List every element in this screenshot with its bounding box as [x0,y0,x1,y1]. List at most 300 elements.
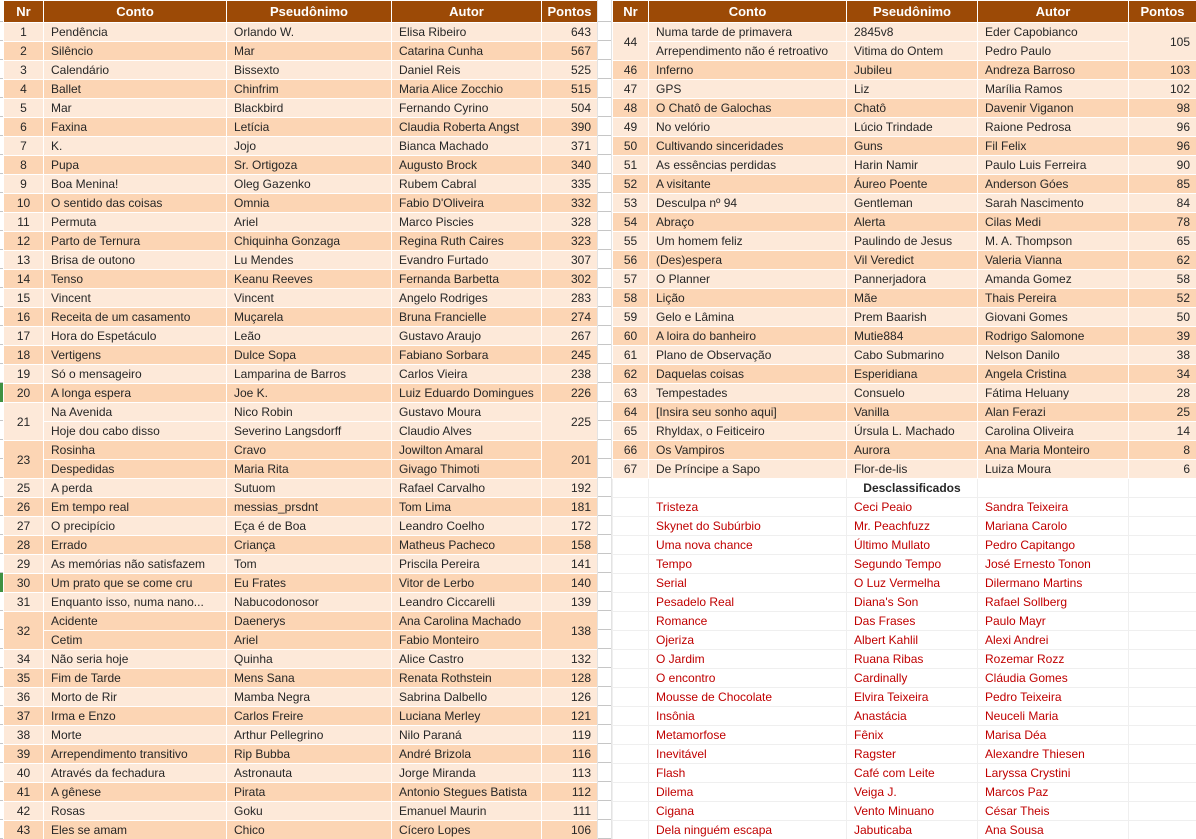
pseudonimo-cell[interactable]: Severino Langsdorff [227,422,392,441]
autor-cell[interactable]: Carolina Oliveira [978,422,1129,441]
pontos-cell[interactable]: 90 [1129,156,1196,175]
autor-cell[interactable]: José Ernesto Tonon [978,555,1129,574]
nr-cell[interactable]: 12 [4,232,44,251]
pontos-cell[interactable]: 85 [1129,175,1196,194]
pontos-cell[interactable]: 62 [1129,251,1196,270]
pseudonimo-cell[interactable]: Vil Veredict [847,251,978,270]
conto-cell[interactable]: Arrependimento não é retroativo [649,42,847,61]
conto-cell[interactable]: K. [44,137,227,156]
autor-cell[interactable]: Alice Castro [392,650,542,669]
pontos-cell[interactable]: 323 [542,232,598,251]
autor-cell[interactable]: Thais Pereira [978,289,1129,308]
pontos-cell[interactable]: 307 [542,251,598,270]
nr-cell[interactable] [613,821,649,839]
autor-cell[interactable]: Ana Maria Monteiro [978,441,1129,460]
autor-cell[interactable]: Gustavo Moura [392,403,542,422]
conto-cell[interactable]: O precipício [44,517,227,536]
pseudonimo-cell[interactable]: Mutie884 [847,327,978,346]
autor-cell[interactable]: Eder Capobianco [978,23,1129,42]
pseudonimo-cell[interactable]: Aurora [847,441,978,460]
pontos-cell[interactable] [1129,612,1196,631]
autor-cell[interactable]: Alexandre Thiesen [978,745,1129,764]
pseudonimo-cell[interactable]: Fênix [847,726,978,745]
pseudonimo-cell[interactable]: Mamba Negra [227,688,392,707]
pseudonimo-cell[interactable]: Jojo [227,137,392,156]
pontos-cell[interactable] [1129,574,1196,593]
pseudonimo-cell[interactable]: Ruana Ribas [847,650,978,669]
pseudonimo-cell[interactable]: Daenerys [227,612,392,631]
pseudonimo-cell[interactable]: Bissexto [227,61,392,80]
nr-cell[interactable] [613,745,649,764]
pontos-cell[interactable] [1129,517,1196,536]
conto-cell[interactable]: Vincent [44,289,227,308]
autor-cell[interactable]: Luciana Merley [392,707,542,726]
nr-cell[interactable]: 8 [4,156,44,175]
pseudonimo-cell[interactable]: Úrsula L. Machado [847,422,978,441]
autor-cell[interactable]: Maria Alice Zocchio [392,80,542,99]
pontos-cell[interactable] [1129,555,1196,574]
autor-cell[interactable]: Fabiano Sorbara [392,346,542,365]
pontos-cell[interactable]: 106 [542,821,598,839]
autor-cell[interactable]: Marília Ramos [978,80,1129,99]
autor-cell[interactable]: Fernando Cyrino [392,99,542,118]
pseudonimo-cell[interactable]: Chinfrim [227,80,392,99]
pseudonimo-cell[interactable]: messias_prsdnt [227,498,392,517]
conto-cell[interactable]: Só o mensageiro [44,365,227,384]
autor-cell[interactable]: Ana Carolina Machado [392,612,542,631]
nr-cell[interactable]: 28 [4,536,44,555]
pontos-cell[interactable]: 52 [1129,289,1196,308]
conto-cell[interactable]: De Príncipe a Sapo [649,460,847,479]
conto-cell[interactable]: Serial [649,574,847,593]
autor-cell[interactable]: Nelson Danilo [978,346,1129,365]
pseudonimo-cell[interactable]: Segundo Tempo [847,555,978,574]
pontos-cell[interactable]: 140 [542,574,598,593]
nr-cell[interactable]: 55 [613,232,649,251]
pontos-cell[interactable] [1129,764,1196,783]
pontos-cell[interactable]: 96 [1129,118,1196,137]
conto-cell[interactable]: Dilema [649,783,847,802]
conto-cell[interactable]: Rosinha [44,441,227,460]
autor-cell[interactable]: Neuceli Maria [978,707,1129,726]
nr-cell[interactable]: 56 [613,251,649,270]
autor-cell[interactable]: Sarah Nascimento [978,194,1129,213]
nr-cell[interactable]: 29 [4,555,44,574]
conto-cell[interactable]: Rosas [44,802,227,821]
nr-cell[interactable]: 27 [4,517,44,536]
pontos-cell[interactable]: 28 [1129,384,1196,403]
pontos-cell[interactable]: 84 [1129,194,1196,213]
conto-cell[interactable]: Vertigens [44,346,227,365]
autor-cell[interactable]: Rubem Cabral [392,175,542,194]
pontos-cell[interactable]: 34 [1129,365,1196,384]
pontos-cell[interactable] [1129,479,1196,498]
conto-cell[interactable]: As memórias não satisfazem [44,555,227,574]
autor-cell[interactable]: Emanuel Maurin [392,802,542,821]
conto-cell[interactable]: Romance [649,612,847,631]
pontos-cell[interactable]: 132 [542,650,598,669]
pontos-cell[interactable]: 515 [542,80,598,99]
pseudonimo-cell[interactable]: Pannerjadora [847,270,978,289]
pontos-cell[interactable]: 643 [542,23,598,42]
nr-cell[interactable]: 43 [4,821,44,839]
conto-cell[interactable]: Desculpa nº 94 [649,194,847,213]
autor-cell[interactable]: Fabio Monteiro [392,631,542,650]
autor-cell[interactable]: Vitor de Lerbo [392,574,542,593]
conto-cell[interactable]: Calendário [44,61,227,80]
autor-cell[interactable]: Cícero Lopes [392,821,542,839]
autor-cell[interactable]: Cláudia Gomes [978,669,1129,688]
conto-cell[interactable]: A visitante [649,175,847,194]
autor-cell[interactable]: Marcos Paz [978,783,1129,802]
pseudonimo-cell[interactable]: Ariel [227,631,392,650]
nr-cell[interactable]: 63 [613,384,649,403]
pseudonimo-cell[interactable]: Cabo Submarino [847,346,978,365]
conto-cell[interactable]: Tristeza [649,498,847,517]
pontos-cell[interactable]: 112 [542,783,598,802]
conto-cell[interactable]: Metamorfose [649,726,847,745]
disqualified-title[interactable]: Desclassificados [847,479,978,498]
autor-cell[interactable]: Sabrina Dalbello [392,688,542,707]
pseudonimo-cell[interactable]: Ceci Peaio [847,498,978,517]
pontos-cell[interactable] [1129,498,1196,517]
pseudonimo-cell[interactable]: Chatô [847,99,978,118]
nr-cell[interactable]: 41 [4,783,44,802]
nr-cell[interactable]: 11 [4,213,44,232]
nr-cell[interactable]: 32 [4,612,44,650]
autor-cell[interactable]: Giovani Gomes [978,308,1129,327]
conto-cell[interactable]: A perda [44,479,227,498]
conto-cell[interactable]: Não seria hoje [44,650,227,669]
conto-cell[interactable]: Tempestades [649,384,847,403]
conto-cell[interactable]: Cetim [44,631,227,650]
autor-cell[interactable]: Angela Cristina [978,365,1129,384]
autor-cell[interactable]: Bianca Machado [392,137,542,156]
autor-cell[interactable]: Augusto Brock [392,156,542,175]
pseudonimo-cell[interactable]: Rip Bubba [227,745,392,764]
nr-cell[interactable] [613,536,649,555]
pseudonimo-cell[interactable]: Prem Baarish [847,308,978,327]
conto-cell[interactable]: Arrependimento transitivo [44,745,227,764]
pseudonimo-cell[interactable]: Vincent [227,289,392,308]
autor-cell[interactable]: Fil Felix [978,137,1129,156]
nr-cell[interactable]: 51 [613,156,649,175]
nr-cell[interactable] [613,555,649,574]
pontos-cell[interactable] [1129,536,1196,555]
pseudonimo-cell[interactable]: Veiga J. [847,783,978,802]
conto-cell[interactable] [649,479,847,498]
nr-cell[interactable]: 35 [4,669,44,688]
nr-cell[interactable]: 54 [613,213,649,232]
conto-cell[interactable]: Morte [44,726,227,745]
pseudonimo-cell[interactable]: Orlando W. [227,23,392,42]
pontos-cell[interactable]: 245 [542,346,598,365]
pontos-cell[interactable]: 25 [1129,403,1196,422]
pseudonimo-cell[interactable]: Mr. Peachfuzz [847,517,978,536]
pontos-cell[interactable] [1129,650,1196,669]
autor-cell[interactable]: André Brizola [392,745,542,764]
nr-cell[interactable]: 7 [4,137,44,156]
nr-cell[interactable]: 38 [4,726,44,745]
autor-cell[interactable]: M. A. Thompson [978,232,1129,251]
pseudonimo-cell[interactable]: Guns [847,137,978,156]
nr-cell[interactable] [613,688,649,707]
column-header-conto[interactable]: Conto [649,1,847,23]
pseudonimo-cell[interactable]: Astronauta [227,764,392,783]
conto-cell[interactable]: Plano de Observação [649,346,847,365]
nr-cell[interactable]: 59 [613,308,649,327]
autor-cell[interactable]: Amanda Gomez [978,270,1129,289]
pontos-cell[interactable]: 138 [542,612,598,650]
conto-cell[interactable]: Tenso [44,270,227,289]
pseudonimo-cell[interactable]: Alerta [847,213,978,232]
conto-cell[interactable]: Parto de Ternura [44,232,227,251]
conto-cell[interactable]: Receita de um casamento [44,308,227,327]
conto-cell[interactable]: Rhyldax, o Feiticeiro [649,422,847,441]
conto-cell[interactable]: Cultivando sinceridades [649,137,847,156]
conto-cell[interactable]: Flash [649,764,847,783]
nr-cell[interactable]: 44 [613,23,649,61]
conto-cell[interactable]: Brisa de outono [44,251,227,270]
autor-cell[interactable]: Catarina Cunha [392,42,542,61]
autor-cell[interactable]: Laryssa Crystini [978,764,1129,783]
autor-cell[interactable]: Antonio Stegues Batista [392,783,542,802]
nr-cell[interactable]: 39 [4,745,44,764]
nr-cell[interactable]: 10 [4,194,44,213]
pontos-cell[interactable]: 504 [542,99,598,118]
autor-cell[interactable]: Evandro Furtado [392,251,542,270]
nr-cell[interactable]: 31 [4,593,44,612]
conto-cell[interactable]: O Planner [649,270,847,289]
nr-cell[interactable] [613,593,649,612]
conto-cell[interactable]: Insônia [649,707,847,726]
pontos-cell[interactable]: 390 [542,118,598,137]
pseudonimo-cell[interactable]: Carlos Freire [227,707,392,726]
conto-cell[interactable]: Pendência [44,23,227,42]
nr-cell[interactable]: 62 [613,365,649,384]
autor-cell[interactable]: Claudia Roberta Angst [392,118,542,137]
pseudonimo-cell[interactable]: Chico [227,821,392,839]
autor-cell[interactable]: Alan Ferazi [978,403,1129,422]
pseudonimo-cell[interactable]: 2845v8 [847,23,978,42]
pontos-cell[interactable]: 128 [542,669,598,688]
conto-cell[interactable]: Ballet [44,80,227,99]
conto-cell[interactable]: Errado [44,536,227,555]
pontos-cell[interactable]: 192 [542,479,598,498]
autor-cell[interactable]: Alexi Andrei [978,631,1129,650]
pseudonimo-cell[interactable]: Jabuticaba [847,821,978,839]
autor-cell[interactable]: Daniel Reis [392,61,542,80]
column-header-pseudonimo[interactable]: Pseudônimo [227,1,392,23]
conto-cell[interactable]: Dela ninguém escapa [649,821,847,839]
autor-cell[interactable]: Fátima Heluany [978,384,1129,403]
autor-cell[interactable]: Paulo Luis Ferreira [978,156,1129,175]
autor-cell[interactable]: Priscila Pereira [392,555,542,574]
autor-cell[interactable]: Matheus Pacheco [392,536,542,555]
autor-cell[interactable]: Fabio D'Oliveira [392,194,542,213]
pontos-cell[interactable]: 6 [1129,460,1196,479]
pontos-cell[interactable]: 103 [1129,61,1196,80]
pontos-cell[interactable] [1129,593,1196,612]
pseudonimo-cell[interactable]: Áureo Poente [847,175,978,194]
pseudonimo-cell[interactable]: Albert Kahlil [847,631,978,650]
column-header-pontos[interactable]: Pontos [542,1,598,23]
pontos-cell[interactable]: 141 [542,555,598,574]
pseudonimo-cell[interactable]: Diana's Son [847,593,978,612]
nr-cell[interactable]: 36 [4,688,44,707]
nr-cell[interactable]: 64 [613,403,649,422]
pseudonimo-cell[interactable]: Leão [227,327,392,346]
pseudonimo-cell[interactable]: Cravo [227,441,392,460]
pontos-cell[interactable]: 121 [542,707,598,726]
pontos-cell[interactable]: 14 [1129,422,1196,441]
pseudonimo-cell[interactable]: Vento Minuano [847,802,978,821]
pseudonimo-cell[interactable]: Blackbird [227,99,392,118]
conto-cell[interactable]: Numa tarde de primavera [649,23,847,42]
autor-cell[interactable]: Ana Sousa [978,821,1129,839]
pseudonimo-cell[interactable]: Pirata [227,783,392,802]
autor-cell[interactable]: Rozemar Rozz [978,650,1129,669]
pseudonimo-cell[interactable]: Eça é de Boa [227,517,392,536]
conto-cell[interactable]: Skynet do Subúrbio [649,517,847,536]
pseudonimo-cell[interactable]: Nabucodonosor [227,593,392,612]
conto-cell[interactable]: Irma e Enzo [44,707,227,726]
autor-cell[interactable]: Raione Pedrosa [978,118,1129,137]
autor-cell[interactable]: Rafael Carvalho [392,479,542,498]
conto-cell[interactable]: A loira do banheiro [649,327,847,346]
conto-cell[interactable]: Hora do Espetáculo [44,327,227,346]
conto-cell[interactable]: Daquelas coisas [649,365,847,384]
nr-cell[interactable]: 17 [4,327,44,346]
pontos-cell[interactable] [1129,783,1196,802]
nr-cell[interactable] [613,574,649,593]
pseudonimo-cell[interactable]: Liz [847,80,978,99]
autor-cell[interactable]: Nilo Paraná [392,726,542,745]
nr-cell[interactable]: 50 [613,137,649,156]
conto-cell[interactable]: Uma nova chance [649,536,847,555]
nr-cell[interactable]: 58 [613,289,649,308]
conto-cell[interactable]: O sentido das coisas [44,194,227,213]
conto-cell[interactable]: As essências perdidas [649,156,847,175]
pseudonimo-cell[interactable]: Flor-de-lis [847,460,978,479]
pontos-cell[interactable]: 328 [542,213,598,232]
nr-cell[interactable]: 14 [4,270,44,289]
nr-cell[interactable]: 4 [4,80,44,99]
conto-cell[interactable]: A longa espera [44,384,227,403]
pontos-cell[interactable] [1129,802,1196,821]
autor-cell[interactable]: Andreza Barroso [978,61,1129,80]
pontos-cell[interactable]: 158 [542,536,598,555]
pontos-cell[interactable]: 38 [1129,346,1196,365]
conto-cell[interactable]: Silêncio [44,42,227,61]
conto-cell[interactable]: Gelo e Lâmina [649,308,847,327]
conto-cell[interactable]: Através da fechadura [44,764,227,783]
pontos-cell[interactable]: 78 [1129,213,1196,232]
conto-cell[interactable]: Enquanto isso, numa nano... [44,593,227,612]
autor-cell[interactable]: Jorge Miranda [392,764,542,783]
autor-cell[interactable]: Paulo Mayr [978,612,1129,631]
nr-cell[interactable]: 5 [4,99,44,118]
conto-cell[interactable]: Inferno [649,61,847,80]
nr-cell[interactable]: 67 [613,460,649,479]
pontos-cell[interactable]: 39 [1129,327,1196,346]
pseudonimo-cell[interactable]: Anastácia [847,707,978,726]
pseudonimo-cell[interactable]: Keanu Reeves [227,270,392,289]
pontos-cell[interactable]: 238 [542,365,598,384]
nr-cell[interactable]: 18 [4,346,44,365]
pseudonimo-cell[interactable]: Vitima do Ontem [847,42,978,61]
nr-cell[interactable]: 60 [613,327,649,346]
column-header-pseudonimo[interactable]: Pseudônimo [847,1,978,23]
conto-cell[interactable]: Faxina [44,118,227,137]
pseudonimo-cell[interactable]: Lu Mendes [227,251,392,270]
autor-cell[interactable]: Bruna Francielle [392,308,542,327]
pseudonimo-cell[interactable]: Sr. Ortigoza [227,156,392,175]
pseudonimo-cell[interactable]: Café com Leite [847,764,978,783]
pontos-cell[interactable]: 50 [1129,308,1196,327]
pontos-cell[interactable]: 98 [1129,99,1196,118]
pseudonimo-cell[interactable]: Goku [227,802,392,821]
nr-cell[interactable]: 23 [4,441,44,479]
pseudonimo-cell[interactable]: Paulindo de Jesus [847,232,978,251]
nr-cell[interactable]: 42 [4,802,44,821]
nr-cell[interactable] [613,783,649,802]
conto-cell[interactable]: Abraço [649,213,847,232]
conto-cell[interactable]: O encontro [649,669,847,688]
pseudonimo-cell[interactable]: Quinha [227,650,392,669]
pontos-cell[interactable]: 283 [542,289,598,308]
autor-cell[interactable]: Jowilton Amaral [392,441,542,460]
nr-cell[interactable] [613,650,649,669]
pseudonimo-cell[interactable]: Eu Frates [227,574,392,593]
pontos-cell[interactable]: 335 [542,175,598,194]
nr-cell[interactable]: 6 [4,118,44,137]
nr-cell[interactable]: 47 [613,80,649,99]
pontos-cell[interactable]: 102 [1129,80,1196,99]
pontos-cell[interactable]: 332 [542,194,598,213]
autor-cell[interactable]: Dilermano Martins [978,574,1129,593]
autor-cell[interactable]: Givago Thimoti [392,460,542,479]
pontos-cell[interactable]: 65 [1129,232,1196,251]
autor-cell[interactable]: Carlos Vieira [392,365,542,384]
column-header-autor[interactable]: Autor [392,1,542,23]
autor-cell[interactable]: Regina Ruth Caires [392,232,542,251]
autor-cell[interactable] [978,479,1129,498]
nr-cell[interactable] [613,726,649,745]
conto-cell[interactable]: GPS [649,80,847,99]
conto-cell[interactable]: Os Vampiros [649,441,847,460]
nr-cell[interactable]: 37 [4,707,44,726]
nr-cell[interactable]: 66 [613,441,649,460]
pseudonimo-cell[interactable]: Vanilla [847,403,978,422]
nr-cell[interactable]: 40 [4,764,44,783]
conto-cell[interactable]: Um homem feliz [649,232,847,251]
pontos-cell[interactable]: 274 [542,308,598,327]
conto-cell[interactable]: Ojeriza [649,631,847,650]
nr-cell[interactable]: 65 [613,422,649,441]
column-header-autor[interactable]: Autor [978,1,1129,23]
nr-cell[interactable]: 15 [4,289,44,308]
pseudonimo-cell[interactable]: Gentleman [847,194,978,213]
nr-cell[interactable]: 53 [613,194,649,213]
conto-cell[interactable]: Boa Menina! [44,175,227,194]
nr-cell[interactable] [613,498,649,517]
conto-cell[interactable]: Pesadelo Real [649,593,847,612]
autor-cell[interactable]: Fernanda Barbetta [392,270,542,289]
pseudonimo-cell[interactable]: Esperidiana [847,365,978,384]
pseudonimo-cell[interactable]: O Luz Vermelha [847,574,978,593]
conto-cell[interactable]: Mar [44,99,227,118]
